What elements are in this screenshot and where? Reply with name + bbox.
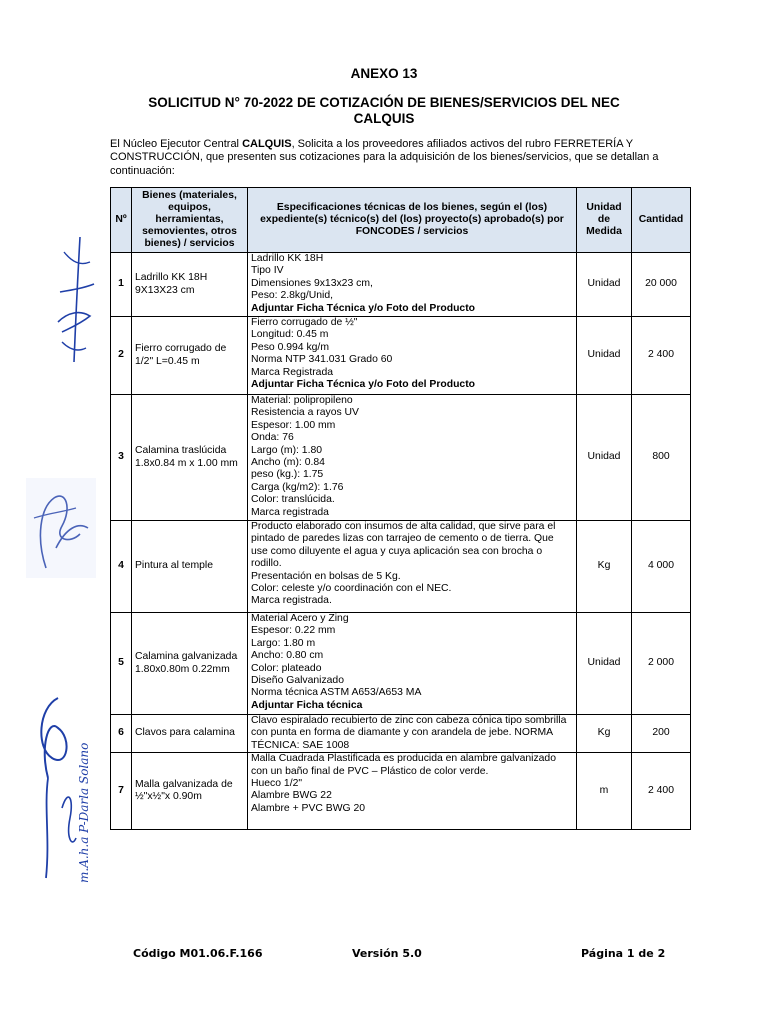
spec-line: Material: polipropileno [251, 395, 353, 406]
spec-line: Presentación en bolsas de 5 Kg. [251, 570, 401, 582]
item-description: Ladrillo KK 18H 9X13X23 cm [132, 253, 248, 317]
spec-line: Marca Registrada [251, 366, 334, 378]
intro-text-2: , Solicita a los proveedores afiliados activos del rubro FERRETERÍA Y CONSTRUCCIÓN, que presenten sus cotizaciones para la adquisición de los bienes/servicios, que se detallan a continuación: [110, 138, 659, 177]
item-number: 3 [111, 395, 132, 521]
item-number: 1 [111, 253, 132, 317]
spec-line: Marca registrada. [251, 595, 332, 607]
spec-line: Color: translúcida. [251, 494, 335, 506]
table-row [111, 253, 691, 317]
intro-org-name: CALQUIS [242, 138, 292, 150]
footer-page: Página 1 de 2 [581, 947, 666, 960]
item-quantity: 800 [632, 395, 691, 521]
item-quantity: 2 400 [632, 753, 691, 830]
item-specifications [248, 395, 577, 521]
table-row [111, 613, 691, 715]
spec-line: Norma NTP 341.031 Grado 60 [251, 354, 393, 366]
spec-line: Espesor: 1.00 mm [251, 419, 336, 431]
spec-line: Peso 0.994 kg/m [251, 341, 329, 353]
item-number: 4 [111, 521, 132, 613]
table-header-row [111, 188, 691, 253]
item-description: Fierro corrugado de 1/2" L=0.45 m [132, 317, 248, 395]
spec-line: Peso: 2.8kg/Unid, [251, 290, 334, 302]
spec-line: Color: plateado [251, 662, 322, 674]
footer-code: Código M01.06.F.166 [133, 947, 263, 960]
header-cantidad: Cantidad [632, 188, 691, 253]
spec-line: Hueco 1/2" [251, 778, 303, 790]
item-description: Pintura al temple [132, 521, 248, 613]
spec-line: peso (kg.): 1.75 [251, 469, 324, 481]
item-specifications [248, 753, 577, 830]
item-description: Calamina traslúcida 1.8x0.84 m x 1.00 mm [132, 395, 248, 521]
item-description: Clavos para calamina [132, 715, 248, 753]
spec-attach-note: Adjuntar Ficha Técnica y/o Foto del Producto [251, 302, 475, 314]
footer-version: Versión 5.0 [352, 947, 422, 960]
spec-line: Onda: 76 [251, 432, 294, 444]
item-number: 6 [111, 715, 132, 753]
item-specifications [248, 715, 577, 753]
item-specifications [248, 521, 577, 613]
signature-initials-middle [26, 478, 96, 578]
item-quantity: 2 400 [632, 317, 691, 395]
spec-line: Resistencia a rayos UV [251, 407, 359, 419]
page-footer [0, 947, 768, 967]
spec-line: Tipo IV [251, 265, 284, 277]
item-unit: m [577, 753, 632, 830]
spec-line: Material Acero y Zing [251, 613, 349, 624]
spec-line: Alambre + PVC BWG 20 [251, 802, 366, 814]
spec-line: Carga (kg/m2): 1.76 [251, 481, 344, 493]
spec-line: Alambre BWG 22 [251, 790, 332, 802]
item-unit: Kg [577, 521, 632, 613]
item-quantity: 4 000 [632, 521, 691, 613]
signature-text: m.A.h.a P-Darla Solano [77, 742, 91, 883]
header-unidad: Unidad de Medida [577, 188, 632, 253]
spec-attach-note: Adjuntar Ficha Técnica y/o Foto del Producto [251, 379, 475, 391]
table-row [111, 753, 691, 830]
item-unit: Unidad [577, 317, 632, 395]
spec-line: Norma técnica ASTM A653/A653 MA [251, 687, 422, 699]
spec-line: Espesor: 0.22 mm [251, 625, 336, 637]
table-row [111, 395, 691, 521]
item-quantity: 2 000 [632, 613, 691, 715]
spec-line: Ancho: 0.80 cm [251, 650, 324, 662]
spec-line: Ancho (m): 0.84 [251, 457, 325, 469]
table-row [111, 715, 691, 753]
item-number: 2 [111, 317, 132, 395]
spec-attach-note: Adjuntar Ficha técnica [251, 699, 363, 711]
item-description: Calamina galvanizada 1.80x0.80m 0.22mm [132, 613, 248, 715]
item-quantity: 200 [632, 715, 691, 753]
request-title: SOLICITUD N° 70-2022 DE COTIZACIÓN DE BIENES/SERVICIOS DEL NEC CALQUIS [148, 95, 620, 126]
intro-text-1: El Núcleo Ejecutor Central [110, 138, 243, 150]
item-specifications [248, 613, 577, 715]
item-specifications [248, 317, 577, 395]
item-unit: Kg [577, 715, 632, 753]
spec-line: Fierro corrugado de ½" [251, 317, 358, 328]
spec-line: Diseño Galvanizado [251, 675, 344, 687]
header-num: Nº [111, 188, 132, 253]
spec-line: Marca registrada [251, 506, 329, 518]
items-table [110, 187, 691, 830]
item-quantity: 20 000 [632, 253, 691, 317]
item-unit: Unidad [577, 395, 632, 521]
item-specifications [248, 253, 577, 317]
item-unit: Unidad [577, 253, 632, 317]
spec-line: Largo: 1.80 m [251, 637, 316, 649]
spec-line: Dimensiones 9x13x23 cm, [251, 277, 373, 289]
spec-paragraph: Malla Cuadrada Plastificada es producida en alambre galvanizado con un baño final de PVC – Plástico de color verde. [251, 753, 556, 777]
annex-title: ANEXO 13 [350, 66, 418, 81]
spec-line: Largo (m): 1.80 [251, 444, 323, 456]
item-number: 5 [111, 613, 132, 715]
table-row [111, 521, 691, 613]
item-number: 7 [111, 753, 132, 830]
spec-line: Color: celeste y/o coordinación con el NEC. [251, 583, 452, 595]
header-specs: Especificaciones técnicas de los bienes, según el (los) expediente(s) técnico(s) del (los) proyecto(s) aprobado(s) por FONCODES / servicios [248, 188, 577, 253]
spec-line: Longitud: 0.45 m [251, 329, 329, 341]
table-row [111, 317, 691, 395]
intro-paragraph [110, 138, 675, 178]
signature-initials-top [50, 232, 98, 372]
spec-paragraph: Producto elaborado con insumos de alta calidad, que sirve para el pintado de paredes lizas con tarrajeo de cemento o de tierra. Que use como diluyente el agua y cuya aplicación sea con brocha o rodillo. [251, 521, 556, 570]
item-description: Malla galvanizada de ½"x½"x 0.90m [132, 753, 248, 830]
spec-line: Ladrillo KK 18H [251, 253, 324, 264]
signature-handwritten [28, 688, 100, 888]
item-unit: Unidad [577, 613, 632, 715]
spec-paragraph: Clavo espiralado recubierto de zinc con cabeza cónica tipo sombrilla con punta en forma de diamante y con arandela de jebe. NORMA TÉCNICA: SAE 1008 [251, 715, 567, 751]
header-bienes: Bienes (materiales, equipos, herramientas, semovientes, otros bienes) / servicios [132, 188, 248, 253]
